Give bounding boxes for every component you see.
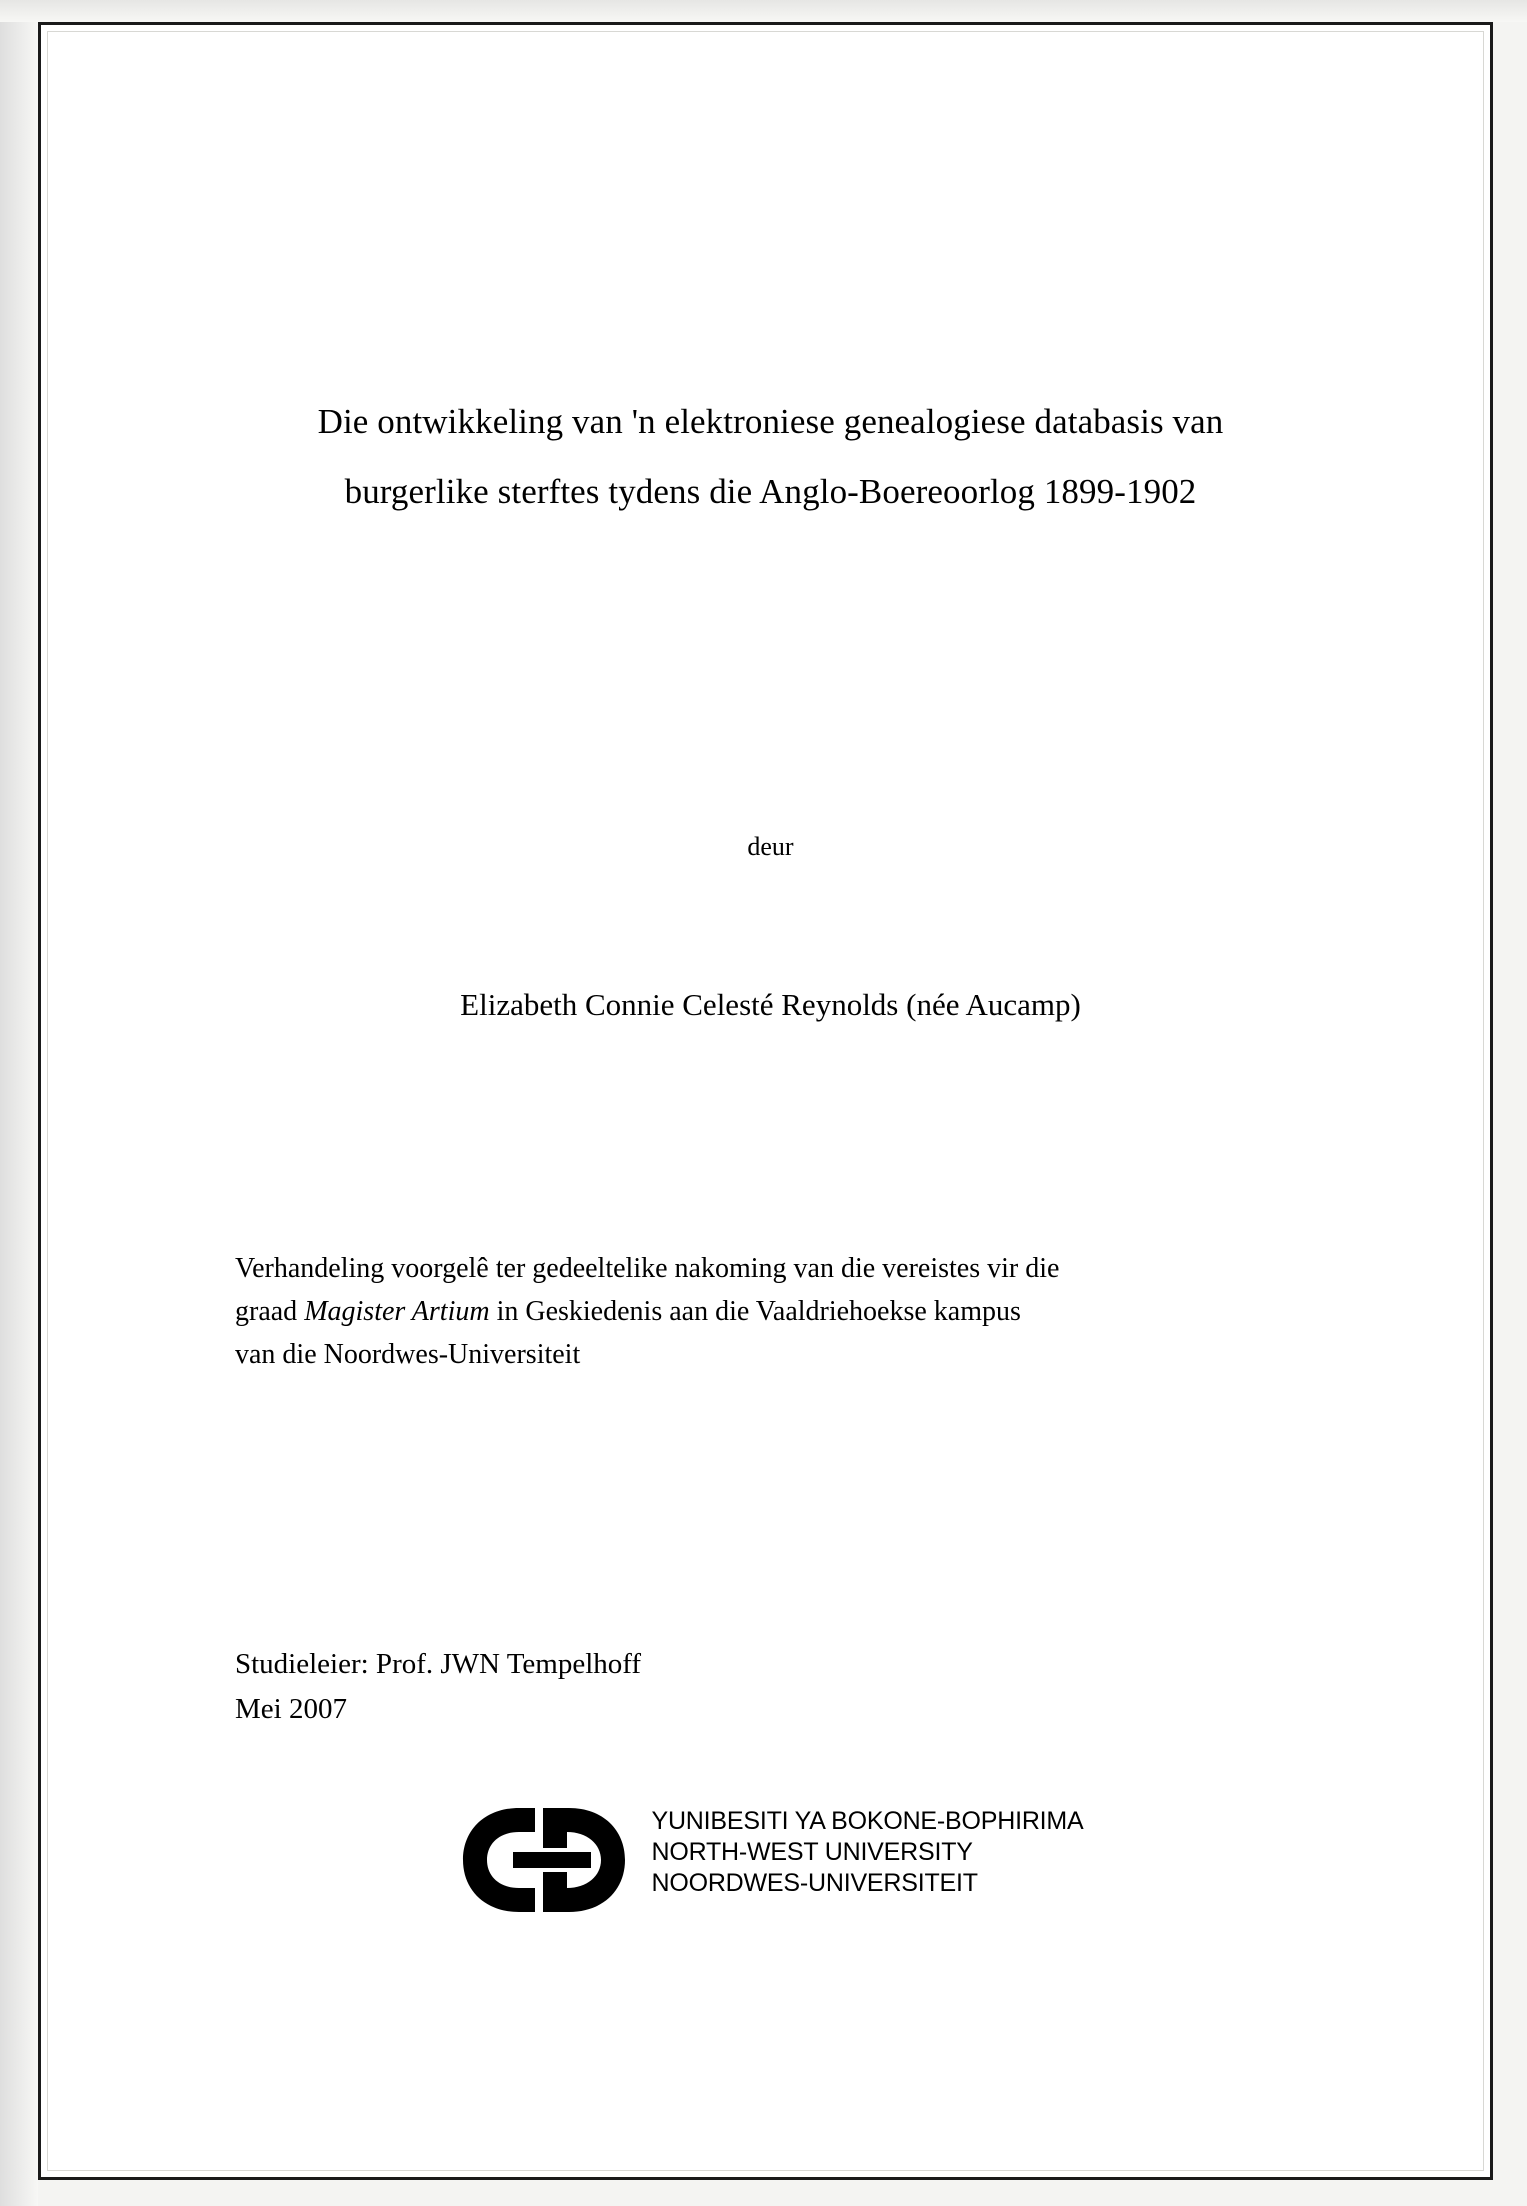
degree-statement-line-2	[235, 1290, 1315, 1333]
title-line-2: burgerlike sterftes tydens die Anglo-Boereoorlog 1899-1902	[344, 472, 1197, 511]
nwu-logo-icon	[457, 1802, 647, 1920]
degree-statement-line-1: Verhandeling voorgelê ter gedeeltelike nakoming van die vereistes vir die	[235, 1253, 1060, 1284]
title-line-1: Die ontwikkeling van 'n elektroniese genealogiese databasis van	[317, 402, 1224, 441]
university-logo	[188, 1800, 1353, 1920]
page-inner-border	[47, 31, 1484, 2171]
degree-statement-line-2-prefix: graad	[235, 1296, 305, 1327]
submission-date: Mei 2007	[235, 1693, 347, 1725]
degree-statement-line-3: van die Noordwes-Universiteit	[235, 1339, 581, 1370]
scan-edge-top	[0, 0, 1527, 22]
degree-statement-line-2-suffix: in Geskiedenis aan die Vaaldriehoekse kampus	[489, 1296, 1021, 1327]
logo-text-line-3: NOORDWES-UNIVERSITEIT	[651, 1869, 978, 1897]
supervisor-block	[235, 1642, 1235, 1732]
title-page-content	[188, 32, 1353, 2170]
supervisor-name: Studieleier: Prof. JWN Tempelhoff	[235, 1648, 642, 1680]
logo-text-line-2: NORTH-WEST UNIVERSITY	[651, 1838, 973, 1866]
university-logo-text	[651, 1806, 1083, 1899]
logo-text-line-1: YUNIBESITI YA BOKONE-BOPHIRIMA	[651, 1807, 1084, 1835]
scan-edge-left	[0, 0, 38, 2206]
author-name: Elizabeth Connie Celesté Reynolds (née Aucamp)	[460, 987, 1081, 1022]
by-label: deur	[747, 832, 794, 861]
degree-statement	[235, 1247, 1315, 1376]
degree-name: Magister Artium	[304, 1296, 490, 1327]
page-title	[188, 387, 1353, 527]
page-border	[38, 22, 1493, 2180]
